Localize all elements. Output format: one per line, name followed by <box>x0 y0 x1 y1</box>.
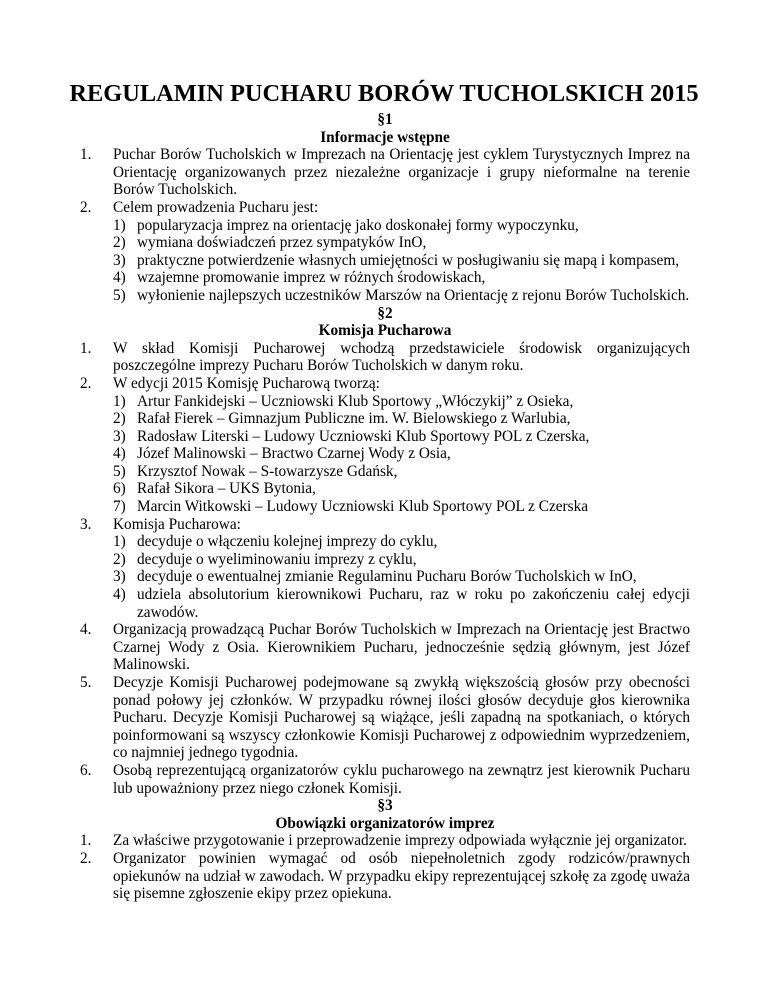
sub-item-number: 6) <box>113 480 126 498</box>
sub-item-text: Rafał Fierek – Gimnazjum Publiczne im. W. Bielowskiego z Warlubia, <box>137 410 571 428</box>
sub-list-item <box>80 445 690 463</box>
sub-item-number: 2) <box>113 410 126 428</box>
item-number: 2. <box>80 374 92 392</box>
item-text: W edycji 2015 Komisję Pucharową tworzą: <box>113 374 380 392</box>
list-item <box>80 621 690 674</box>
item-text: Puchar Borów Tucholskich w Imprezach na Orientację jest cyklem Turystycznych Imprez na Orientację organizowanych przez niezależne organizacje i grupy nieformalne na terenie Borów Tucholskich. <box>113 146 690 199</box>
sub-list-item <box>80 428 690 446</box>
item-number: 1. <box>80 339 92 357</box>
list-item <box>80 516 690 534</box>
sub-item-text: Marcin Witkowski – Ludowy Uczniowski Klub Sportowy POL z Czerska <box>137 498 589 516</box>
sub-item-number: 4) <box>113 445 126 463</box>
sub-item-text: praktyczne potwierdzenie własnych umiejętności w posługiwaniu się mapą i kompasem, <box>137 251 680 269</box>
section-heading: Informacje wstępne <box>320 128 450 146</box>
item-text: Za właściwe przygotowanie i przeprowadzenie imprezy odpowiada wyłącznie jej organizator. <box>113 832 687 850</box>
sub-item-number: 2) <box>113 550 126 568</box>
item-number: 4. <box>80 621 92 639</box>
sub-item-text: Artur Fankidejski – Uczniowski Klub Sportowy „Włóczykij” z Osieka, <box>137 392 574 410</box>
document-body <box>80 111 690 903</box>
sub-item-number: 1) <box>113 216 126 234</box>
sub-item-number: 3) <box>113 251 126 269</box>
section-number: §3 <box>377 797 393 815</box>
section-number: §2 <box>377 304 393 322</box>
sub-list-item <box>80 586 690 621</box>
sub-list-item <box>80 551 690 569</box>
sub-item-number: 5) <box>113 286 126 304</box>
document-title: REGULAMIN PUCHARU BORÓW TUCHOLSKICH 2015 <box>69 80 699 107</box>
item-text: Celem prowadzenia Pucharu jest: <box>113 198 319 216</box>
section-heading: Komisja Pucharowa <box>318 322 452 340</box>
item-text: Osobą reprezentującą organizatorów cyklu pucharowego na zewnątrz jest kierownik Pucharu lub upoważniony przez niego członek Komisji. <box>113 761 690 797</box>
sub-item-text: Józef Malinowski – Bractwo Czarnej Wody z Osia, <box>137 445 451 463</box>
sub-item-text: wymiana doświadczeń przez sympatyków InO, <box>137 234 427 252</box>
sub-item-number: 3) <box>113 568 126 586</box>
item-number: 6. <box>80 761 92 779</box>
list-item <box>80 674 690 762</box>
item-number: 2. <box>80 198 92 216</box>
sub-item-text: decyduje o wyeliminowaniu imprezy z cyklu, <box>137 550 417 568</box>
section-number: §1 <box>377 111 393 128</box>
sub-item-text: udziela absolutorium kierownikowi Pucharu, raz w roku po zakończeniu całej edycji zawodów. <box>137 586 690 621</box>
section-1 <box>80 111 690 305</box>
item-text: Decyzje Komisji Pucharowej podejmowane są zwykłą większością głosów przy obecności ponad połowy jej członków. W przypadku równej ilości głosów decyduje głos kierownika Pucharu. Decyzje Komisji Pucharowej są wiążące, jeśli zapadną na spotkaniach, o których poinformowani są wszyscy członkowie Komisji Pucharowej z odpowiednim wyprzedzeniem, co najmniej jednego tygodnia. <box>113 674 690 762</box>
item-text: Komisja Pucharowa: <box>113 515 241 533</box>
sub-list-item <box>80 234 690 252</box>
sub-list-item <box>80 252 690 270</box>
sub-list-item <box>80 217 690 235</box>
sub-item-text: decyduje o włączeniu kolejnej imprezy do cyklu, <box>137 533 438 551</box>
list-item <box>80 850 690 903</box>
sub-item-number: 5) <box>113 462 126 480</box>
list-item <box>80 199 690 217</box>
sub-item-number: 4) <box>113 586 126 604</box>
item-text: W skład Komisji Pucharowej wchodzą przedstawiciele środowisk organizujących poszczególne imprezy Pucharu Borów Tucholskich w danym roku. <box>113 339 690 375</box>
item-text: Organizator powinien wymagać od osób niepełnoletnich zgody rodziców/prawnych opiekunów na udział w zawodach. W przypadku ekipy reprezentującej szkołę za zgodę uważa się pisemne zgłoszenie ekipy przez opiekuna. <box>113 849 690 903</box>
sub-list-item <box>80 568 690 586</box>
item-number: 1. <box>80 832 92 850</box>
sub-item-number: 2) <box>113 234 126 252</box>
section-heading: Obowiązki organizatorów imprez <box>275 814 495 832</box>
sub-item-text: Radosław Literski – Ludowy Uczniowski Klub Sportowy POL z Czerska, <box>137 427 590 445</box>
sub-item-text: wyłonienie najlepszych uczestników Marszów na Orientację z rejonu Borów Tucholskich. <box>137 286 690 304</box>
section-2 <box>80 305 690 798</box>
sub-list-item <box>80 480 690 498</box>
sub-list-item <box>80 463 690 481</box>
list-item <box>80 146 690 199</box>
sub-list-item <box>80 269 690 287</box>
sub-item-text: decyduje o ewentualnej zmianie Regulaminu Pucharu Borów Tucholskich w InO, <box>137 568 637 586</box>
list-item <box>80 832 690 850</box>
sub-item-number: 3) <box>113 427 126 445</box>
list-item <box>80 340 690 375</box>
item-number: 2. <box>80 849 92 867</box>
sub-item-number: 4) <box>113 269 126 287</box>
sub-item-text: Rafał Sikora – UKS Bytonia, <box>137 480 316 498</box>
list-item <box>80 375 690 393</box>
item-number: 3. <box>80 515 92 533</box>
sub-item-text: Krzysztof Nowak – S-towarzysze Gdańsk, <box>137 462 398 480</box>
item-text: Organizacją prowadzącą Puchar Borów Tucholskich w Imprezach na Orientację jest Bractwo Czarnej Wody z Osia. Kierownikiem Pucharu, jednocześnie sędzią głównym, jest Józef Malinowski. <box>113 621 690 674</box>
item-number: 1. <box>80 146 92 164</box>
sub-list-item <box>80 410 690 428</box>
sub-list-item <box>80 533 690 551</box>
sub-list-item <box>80 393 690 411</box>
sub-item-number: 1) <box>113 392 126 410</box>
sub-item-number: 7) <box>113 498 126 516</box>
list-item <box>80 762 690 797</box>
sub-item-text: wzajemne promowanie imprez w różnych środowiskach, <box>137 269 486 287</box>
sub-item-text: popularyzacja imprez na orientację jako doskonałej formy wypoczynku, <box>137 216 579 234</box>
item-number: 5. <box>80 674 92 691</box>
sub-list-item <box>80 498 690 516</box>
sub-item-number: 1) <box>113 533 126 551</box>
section-3 <box>80 797 690 903</box>
sub-list-item <box>80 287 690 305</box>
